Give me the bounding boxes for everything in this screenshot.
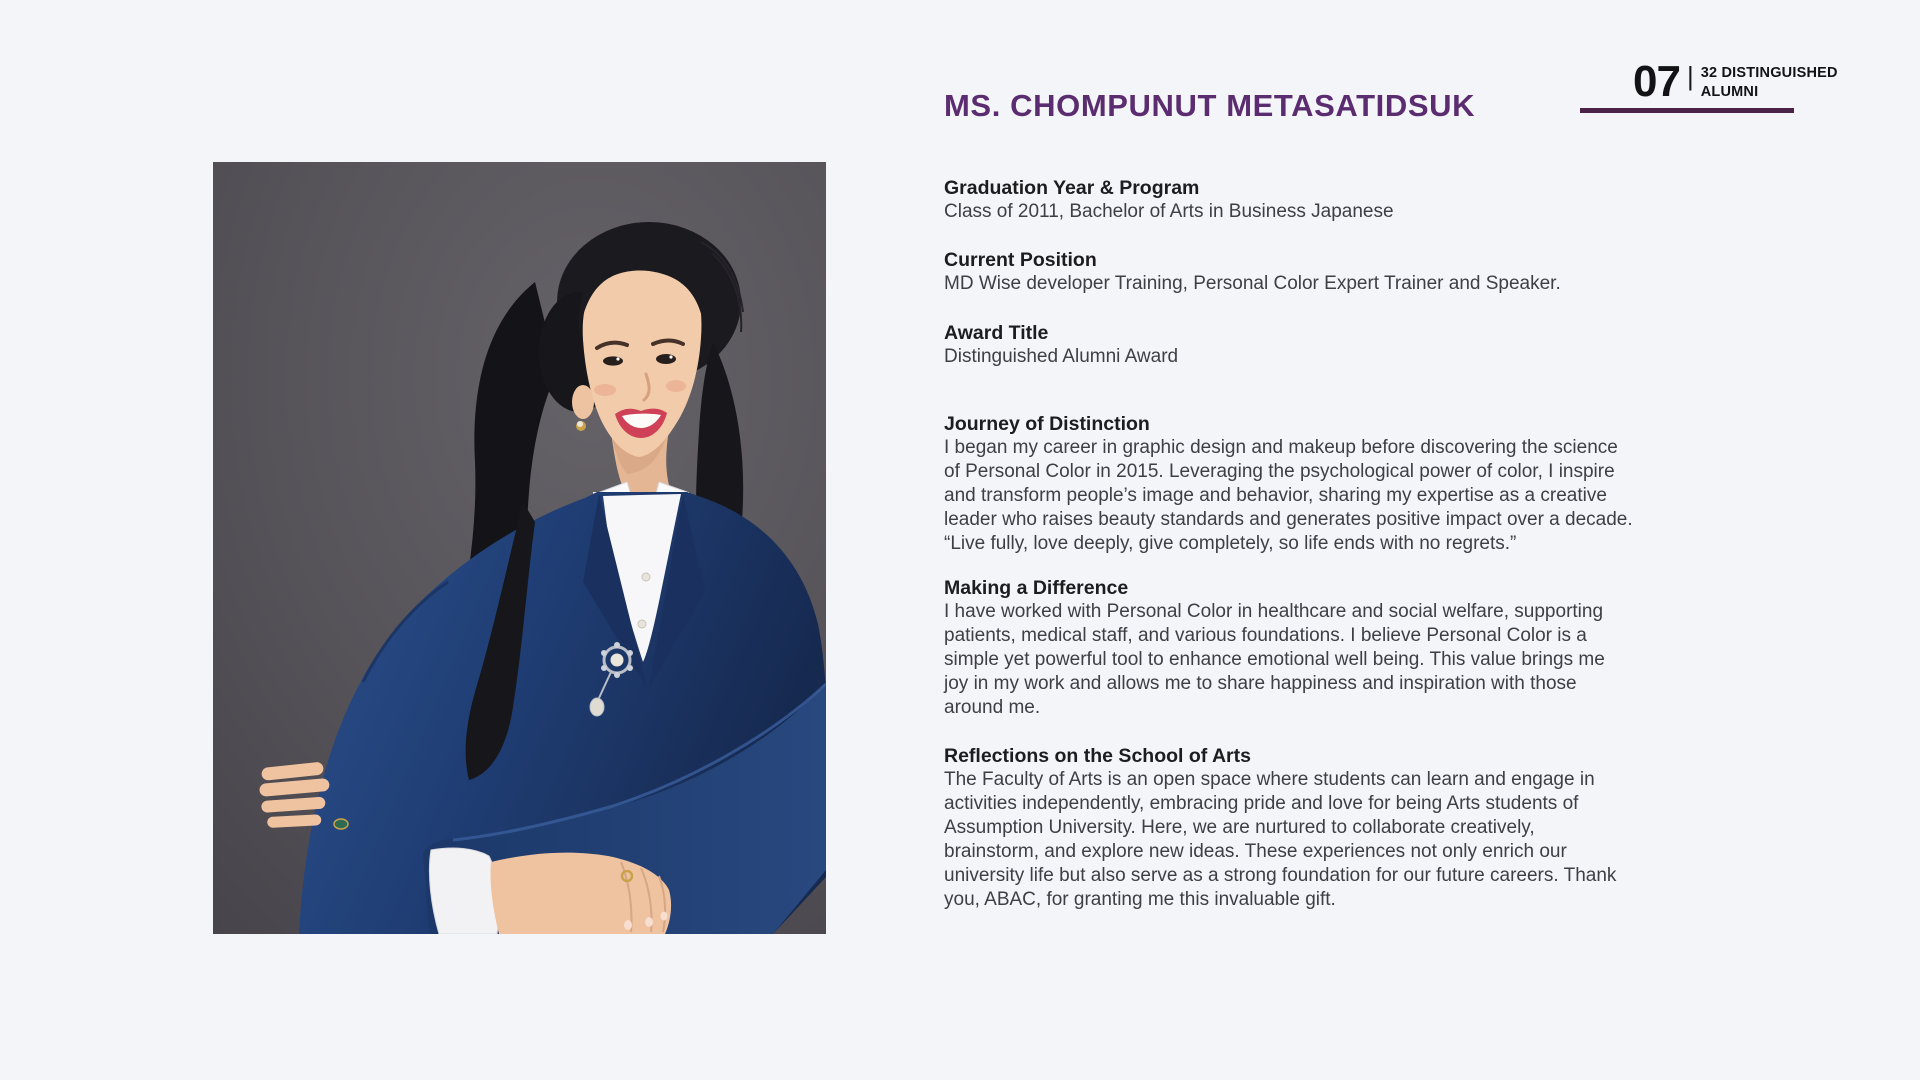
section-body: I have worked with Personal Color in healthcare and social welfare, supporting patients, medical staff, and various foundations. I believe Personal Color is a simple yet powerful tool to enhance emotional well being. This value brings me joy in my work and allows me to share happiness and inspiration with those around me.	[944, 601, 1605, 718]
left-eye	[656, 354, 676, 364]
section-difference	[944, 576, 1744, 720]
section-heading: Making a Difference	[944, 577, 1129, 599]
section-heading: Reflections on the School of Arts	[944, 745, 1251, 767]
section-graduation	[944, 176, 1744, 224]
shirt-button	[638, 620, 646, 628]
page-title: MS. CHOMPUNUT METASATIDSUK	[944, 88, 1476, 123]
badge-divider: |	[1686, 61, 1694, 91]
green-ring-icon	[334, 819, 348, 829]
alumna-portrait-photo	[213, 162, 826, 934]
section-heading: Graduation Year & Program	[944, 177, 1200, 199]
section-award-title	[944, 321, 1744, 369]
section-body: The Faculty of Arts is an open space where students can learn and engage in activities independently, embracing pride and love for being Arts students of Assumption University. Here, we are nurtured to collaborate creatively, brainstorm, and explore new ideas. These experiences not only enrich our university life but also serve as a strong foundation for our future careers. Thank you, ABAC, for granting me this invaluable gift.	[944, 769, 1617, 910]
page-number: 07	[1633, 57, 1680, 106]
section-body: Class of 2011, Bachelor of Arts in Business Japanese	[944, 201, 1394, 222]
section-body: MD Wise developer Training, Personal Color Expert Trainer and Speaker.	[944, 273, 1561, 294]
section-reflections	[944, 744, 1744, 912]
badge-label: 32 DISTINGUISHED ALUMNI	[1700, 65, 1838, 100]
blush	[594, 384, 616, 396]
right-eye	[603, 356, 623, 365]
section-current-position	[944, 248, 1744, 296]
section-body: I began my career in graphic design and makeup before discovering the science of Personal Color in 2015. Leveraging the psychological power of color, I inspire and transform people’s image and behavior, sharing my expertise as a creative leader who raises beauty standards and generates positive impact over a decade. “Live fully, love deeply, give completely, so life ends with no regrets.”	[944, 437, 1633, 554]
shirt-cuff	[429, 848, 499, 934]
profile-content	[944, 86, 1744, 912]
shirt-button	[642, 573, 650, 581]
section-heading: Current Position	[944, 249, 1097, 271]
portrait-illustration	[213, 162, 826, 934]
section-heading: Award Title	[944, 322, 1049, 344]
section-heading: Journey of Distinction	[944, 413, 1150, 435]
section-body: Distinguished Alumni Award	[944, 346, 1179, 367]
section-journey	[944, 412, 1744, 556]
